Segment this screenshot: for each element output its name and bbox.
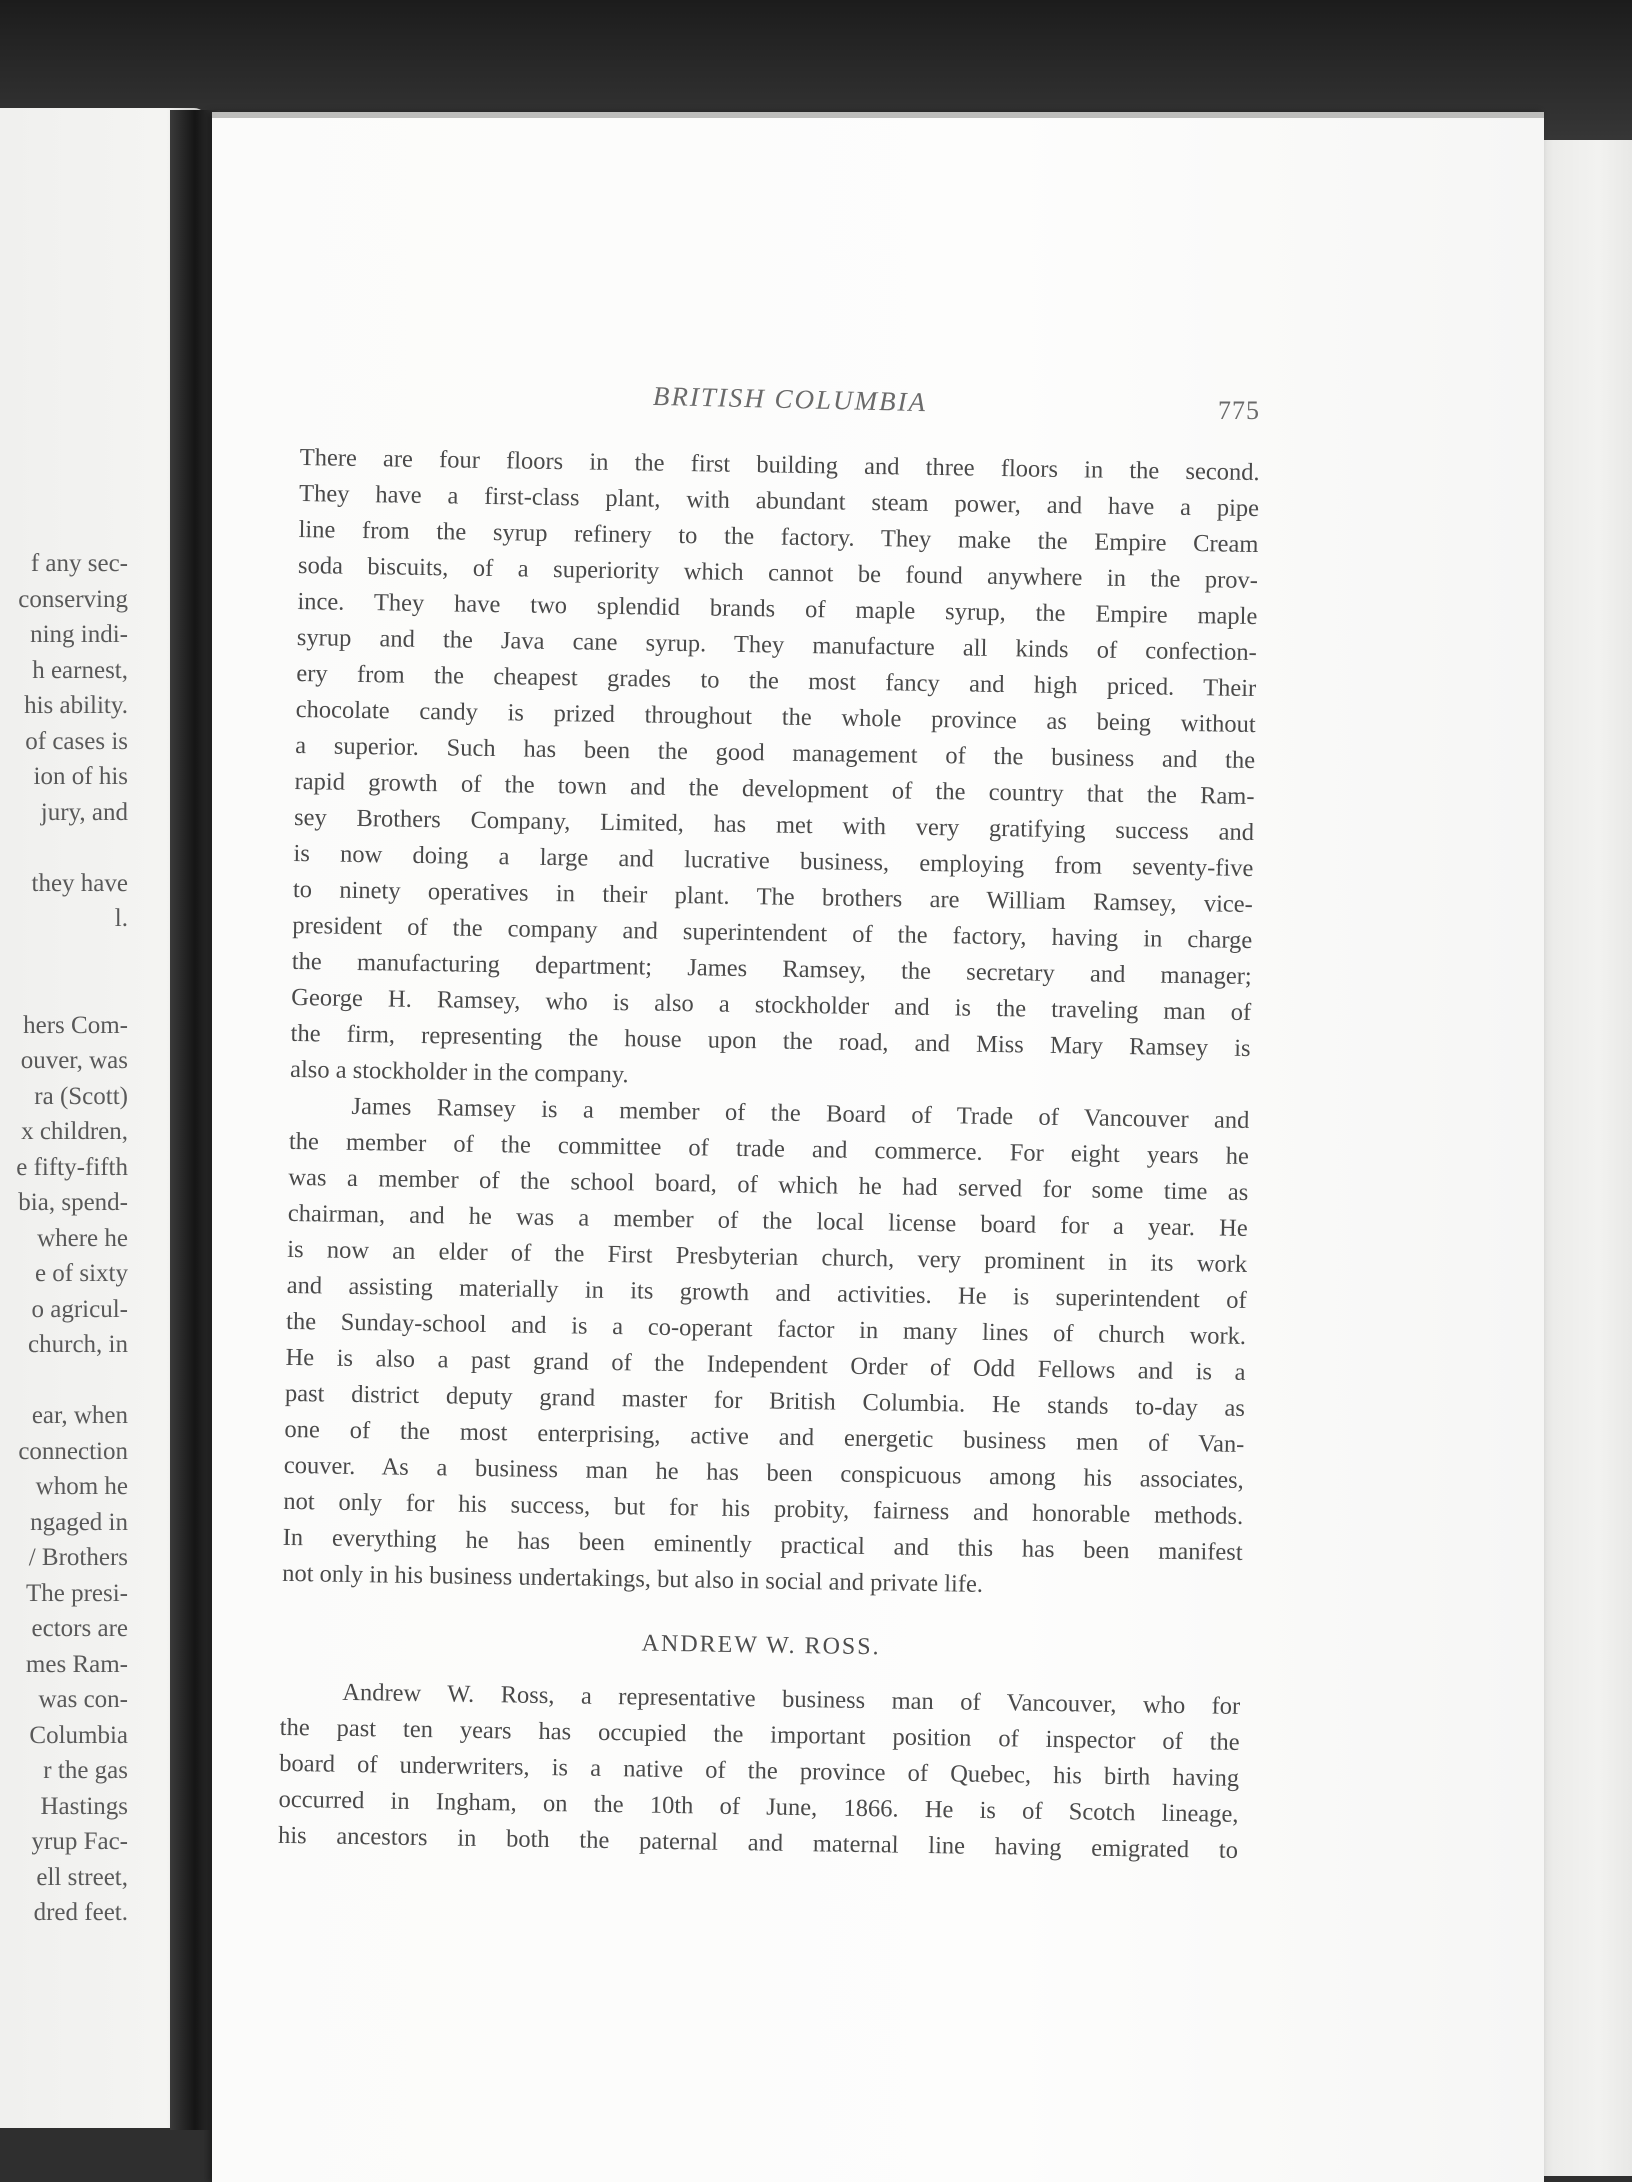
paragraph-1-line: line from the syrup refinery to the factory. They make the Empire Cream [298,515,1259,559]
paragraph-3 [278,1674,1241,1869]
paragraph-2-line: not only in his business undertakings, but also in social and private life. [281,1559,984,1598]
paragraph-1-line: syrup and the Java cane syrup. They manufacture all kinds of confection- [296,623,1257,667]
paragraph-3-line: board of underwriters, is a native of the province of Quebec, his birth having [278,1749,1240,1792]
paragraph-1-line: also a stockholder in the company. [289,1055,629,1089]
running-head: BRITISH COLUMBIA [652,380,928,418]
paragraph-3-line: Andrew W. Ross, a representative business man of Vancouver, who for [342,1678,1241,1720]
left-page-line [0,1363,128,1399]
left-page-line: e of sixty [34,1260,128,1287]
left-page-line: r the gas [43,1757,128,1784]
left-page-line: they have [31,869,128,897]
paragraph-1-line: soda biscuits, of a superiority which cannot be found anywhere in the prov- [297,551,1259,595]
paragraph-1-line: rapid growth of the town and the development of the country that the Ram- [294,767,1255,811]
paragraph-3-line: the past ten years has occupied the important position of inspector of the [279,1713,1240,1756]
paragraph-1-line: There are four floors in the first building and three floors in the second. [299,443,1260,487]
section-heading: ANDREW W. ROSS. [641,1630,881,1661]
left-page-line: his ability. [24,692,128,719]
paragraph-1-line: to ninety operatives in their plant. The brothers are William Ramsey, vice- [292,875,1254,919]
left-page-line: of cases is [25,727,128,755]
left-page-line: e fifty-fifth [16,1153,128,1181]
paragraph-3-line: occurred in Ingham, on the 10th of June, 1866. He is of Scotch lineage, [278,1785,1239,1828]
left-page-line: Hastings [40,1792,128,1820]
paragraph-2-line: past district deputy grand master for British Columbia. He stands to-day as [284,1379,1246,1422]
left-page-line: connection [18,1437,128,1465]
left-page-line: l. [114,905,128,932]
left-page-line: ning indi- [30,621,128,648]
page-body [278,440,1260,1869]
paragraph-1-line: chocolate candy is prized throughout the whole province as being without [295,695,1256,739]
paragraph-2-line: He is also a past grand of the Independent Order of Odd Fellows and is a [285,1343,1246,1386]
paragraph-2-line: James Ramsey is a member of the Board of Trade of Vancouver and [351,1092,1250,1134]
left-page-line: where he [37,1224,128,1252]
left-page-line: ouver, was [20,1047,128,1074]
paragraph-2-line: In everything he has been eminently practical and this has been manifest [282,1523,1243,1566]
left-page-line: mes Ram- [25,1650,128,1678]
left-page-line: Columbia [29,1721,128,1749]
left-page-line: The presi- [25,1579,128,1607]
paragraph-1-line: ince. They have two splendid brands of maple syrup, the Empire maple [297,587,1258,631]
paragraph-2-line: was a member of the school board, of which he had served for some time as [288,1163,1249,1206]
left-page-line [0,937,128,973]
left-page-line: ion of his [33,763,128,790]
paragraph-1-line: is now doing a large and lucrative business, employing from seventy-five [293,839,1254,883]
paragraph-2 [282,1088,1250,1607]
left-page-line: ear, when [31,1402,128,1429]
paragraph-1 [290,440,1260,1103]
left-page-line: jury, and [40,798,128,826]
left-page-line: o agricul- [31,1295,128,1323]
left-page-line: was con- [38,1686,128,1713]
left-page-line [0,830,128,866]
left-page-line: f any sec- [30,550,128,577]
left-page-line [0,972,128,1008]
left-page-line: ell street, [36,1863,128,1891]
paragraph-2-line: not only for his success, but for his probity, fairness and honorable methods. [283,1487,1244,1530]
left-page-line: hers Com- [23,1011,128,1039]
left-page-line: bia, spend- [18,1189,128,1216]
paragraph-1-line: the manufacturing department; James Ramsey, the secretary and manager; [291,947,1252,991]
paragraph-1-line: the firm, representing the house upon the road, and Miss Mary Ramsey is [290,1019,1251,1063]
paragraph-1-line: They have a first-class plant, with abundant steam power, and have a pipe [298,479,1260,523]
paragraph-2-line: and assisting materially in its growth and activities. He is superintendent of [286,1271,1247,1314]
left-page-line: ngaged in [30,1508,128,1536]
paragraph-2-line: one of the most enterprising, active and energetic business men of Van- [284,1415,1245,1458]
left-page-line: h earnest, [32,656,128,684]
paragraph-3-line: his ancestors in both the paternal and maternal line having emigrated to [277,1821,1239,1864]
paragraph-1-line: George H. Ramsey, who is also a stockholder and is the traveling man of [291,983,1252,1027]
paragraph-2-line: the Sunday-school and is a co-operant factor in many lines of church work. [285,1307,1247,1350]
left-page-line: dred feet. [33,1899,128,1926]
left-page-line: conserving [18,585,128,613]
left-page-line: church, in [28,1331,128,1358]
page-number: 775 [1218,396,1260,425]
left-page-line: / Brothers [28,1544,128,1571]
paragraph-1-line: sey Brothers Company, Limited, has met with very gratifying success and [293,803,1255,847]
left-page-line: ectors are [31,1615,128,1642]
left-page-line: ra (Scott) [34,1082,128,1110]
left-page-text [0,546,128,1931]
paragraph-1-line: ery from the cheapest grades to the most fancy and high priced. Their [296,659,1257,703]
paragraph-2-line: is now an elder of the First Presbyterian church, very prominent in its work [287,1235,1248,1278]
paragraph-2-line: the member of the committee of trade and commerce. For eight years he [288,1127,1250,1170]
paragraph-2-line: chairman, and he was a member of the local license board for a year. He [287,1199,1248,1242]
left-page-line: yrup Fac- [31,1828,128,1855]
paragraph-1-line: a superior. Such has been the good management of the business and the [294,731,1256,775]
paragraph-1-line: president of the company and superintendent of the factory, having in charge [292,911,1253,955]
left-page-line: x children, [21,1118,128,1145]
left-page-line: whom he [35,1473,128,1500]
paragraph-2-line: couver. As a business man he has been conspicuous among his associates, [283,1451,1244,1494]
